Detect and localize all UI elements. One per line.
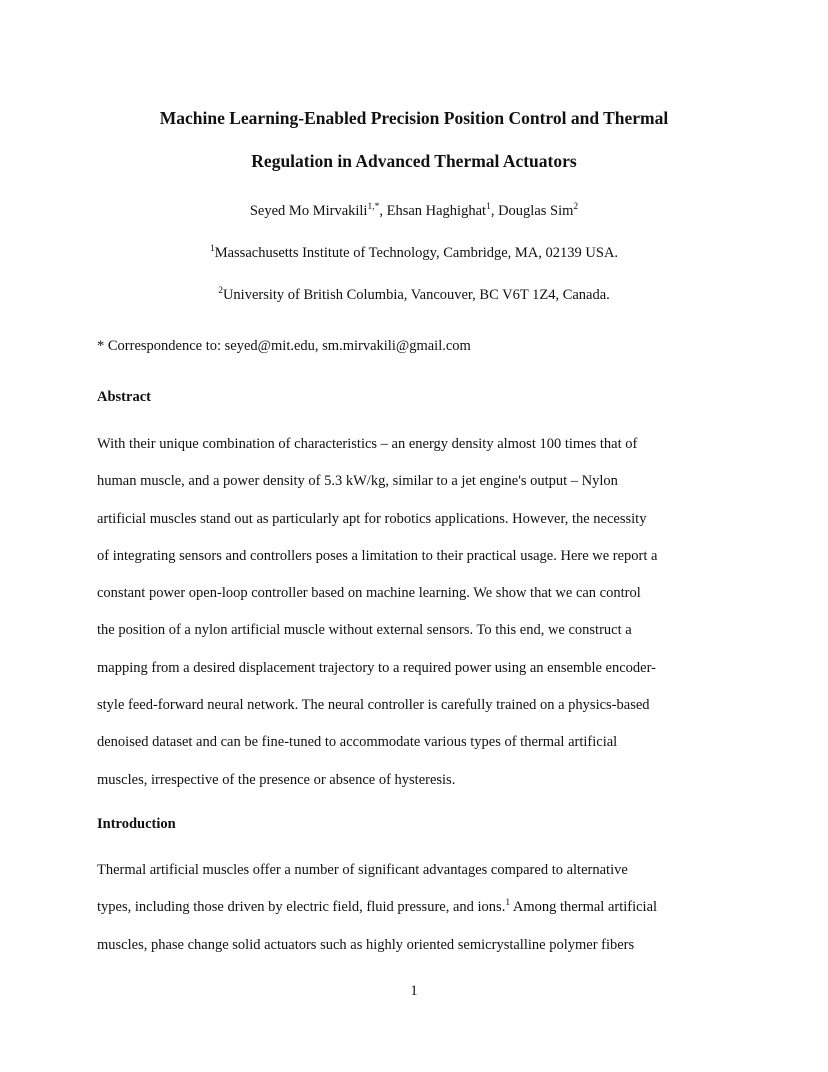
introduction-text: types, including those driven by electric field, fluid pressure, and ions.: [97, 899, 506, 916]
correspondence-note: * Correspondence to: seyed@mit.edu, sm.mirvakili@gmail.com: [97, 338, 471, 354]
abstract-line: mapping from a desired displacement trajectory to a required power using an ensemble encoder-: [97, 659, 656, 676]
introduction-heading: Introduction: [97, 816, 176, 832]
author-affiliation-mark: 1: [486, 202, 491, 212]
abstract-line: artificial muscles stand out as particularly apt for robotics applications. However, the necessity: [97, 510, 647, 527]
introduction-line: [97, 889, 737, 926]
citation-mark: 1: [505, 898, 511, 909]
abstract-line: With their unique combination of characteristics – an energy density almost 100 times that of: [97, 436, 638, 452]
author-list: [60, 202, 768, 220]
affiliation-mark: 1: [209, 244, 215, 254]
abstract-line: muscles, irrespective of the presence or absence of hysteresis.: [97, 771, 456, 788]
abstract-line: human muscle, and a power density of 5.3 kW/kg, similar to a jet engine's output – Nylon: [97, 473, 618, 490]
abstract-line: of integrating sensors and controllers poses a limitation to their practical usage. Here we report a: [97, 547, 658, 564]
introduction-text: Among thermal artificial: [510, 899, 658, 916]
author-name: Douglas Sim: [498, 203, 574, 219]
author-separator: ,: [490, 203, 499, 219]
abstract-line: constant power open-loop controller based on machine learning. We show that we can control: [97, 585, 641, 602]
paper-title-line-2: Regulation in Advanced Thermal Actuators: [251, 151, 577, 171]
abstract-body: [97, 426, 737, 799]
affiliation-mark: 2: [218, 286, 223, 296]
author-affiliation-mark: 2: [573, 202, 579, 212]
author-affiliation-mark: 1,*: [367, 202, 380, 212]
author-name: Ehsan Haghighat: [386, 203, 487, 219]
affiliation-text: University of British Columbia, Vancouver, BC V6T 1Z4, Canada.: [222, 287, 610, 303]
affiliation-text: Massachusetts Institute of Technology, Cambridge, MA, 02139 USA.: [214, 245, 619, 261]
affiliation-2: [60, 286, 768, 304]
author-separator: ,: [379, 203, 387, 219]
abstract-heading: Abstract: [97, 389, 151, 405]
paper-title-line-1: Machine Learning-Enabled Precision Position Control and Thermal: [159, 108, 669, 128]
abstract-line: the position of a nylon artificial muscle without external sensors. To this end, we construct a: [97, 622, 632, 639]
page-number: 1: [410, 983, 418, 999]
abstract-line: style feed-forward neural network. The neural controller is carefully trained on a physics-based: [97, 697, 650, 714]
introduction-line: Thermal artificial muscles offer a number of significant advantages compared to alternative: [97, 862, 628, 878]
introduction-line: muscles, phase change solid actuators such as highly oriented semicrystalline polymer fibers: [97, 936, 635, 953]
abstract-line: denoised dataset and can be fine-tuned to accommodate various types of thermal artificial: [97, 734, 618, 751]
introduction-body: [97, 852, 737, 964]
affiliation-1: [60, 244, 768, 262]
author-name: Seyed Mo Mirvakili: [249, 203, 368, 219]
